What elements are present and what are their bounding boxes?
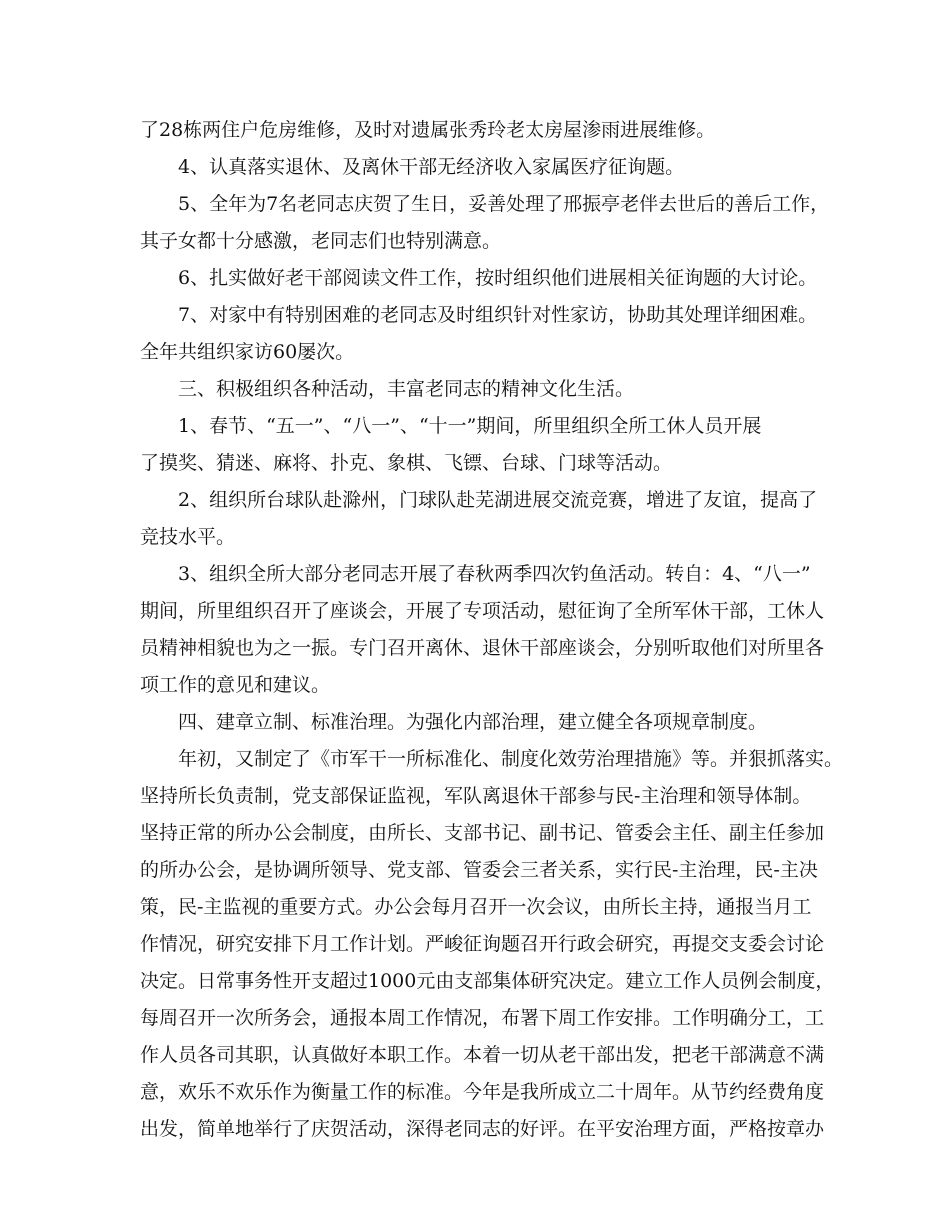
text-line: 决定。日常事务性开支超过1000元由支部集体研究决定。建立工作人员例会制度， <box>140 970 835 992</box>
text-line: 年初，又制定了《市军干一所标准化、制度化效劳治理措施》等。并狠抓落实。 <box>178 748 844 770</box>
text-line: 三、积极组织各种活动，丰富老同志的精神文化生活。 <box>178 378 635 400</box>
text-line: 其子女都十分感激，老同志们也特别满意。 <box>140 230 502 252</box>
text-line: 出发，简单地举行了庆贺活动，深得老同志的好评。在平安治理方面，严格按章办 <box>140 1118 825 1140</box>
text-line: 1、春节、“五一”、“八一”、“十一”期间，所里组织全所工休人员开展 <box>178 415 762 437</box>
text-line: 期间，所里组织召开了座谈会，开展了专项活动，慰征询了全所军休干部，工休人 <box>140 600 825 622</box>
text-line: 坚持正常的所办公会制度，由所长、支部书记、副书记、管委会主任、副主任参加 <box>140 822 825 844</box>
text-line: 每周召开一次所务会，通报本周工作情况，布署下周工作安排。工作明确分工，工 <box>140 1007 825 1029</box>
text-line: 策，民-主监视的重要方式。办公会每月召开一次会议，由所长主持，通报当月工 <box>140 896 812 918</box>
text-line: 项工作的意见和建议。 <box>140 674 331 696</box>
text-line: 了摸奖、猜迷、麻将、扑克、象棋、飞镖、台球、门球等活动。 <box>140 452 673 474</box>
text-line: 3、组织全所大部分老同志开展了春秋两季四次钓鱼活动。转自：4、“八一” <box>178 563 811 585</box>
text-line: 4、认真落实退休、及离休干部无经济收入家属医疗征询题。 <box>178 156 685 178</box>
text-line: 全年共组织家访60屡次。 <box>140 341 355 363</box>
text-line: 6、扎实做好老干部阅读文件工作，按时组织他们进展相关征询题的大讨论。 <box>178 267 818 289</box>
text-line: 作情况，研究安排下月工作计划。严峻征询题召开行政会研究，再提交支委会讨论 <box>140 933 825 955</box>
text-line: 坚持所长负责制，党支部保证监视，军队离退休干部参与民-主治理和领导体制。 <box>140 785 812 807</box>
text-line: 7、对家中有特别困难的老同志及时组织针对性家访，协助其处理详细困难。 <box>178 304 818 326</box>
text-line: 2、组织所台球队赴滁州，门球队赴芜湖进展交流竞赛，增进了友谊，提高了 <box>178 489 818 511</box>
text-line: 四、建章立制、标准治理。为强化内部治理，建立健全各项规章制度。 <box>178 711 768 733</box>
text-line: 5、全年为7名老同志庆贺了生日，妥善处理了邢振亭老伴去世后的善后工作， <box>178 193 830 215</box>
text-line: 员精神相貌也为之一振。专门召开离休、退休干部座谈会，分别听取他们对所里各 <box>140 637 825 659</box>
text-line: 的所办公会，是协调所领导、党支部、管委会三者关系，实行民-主治理，民-主决 <box>140 859 818 881</box>
text-line: 意，欢乐不欢乐作为衡量工作的标准。今年是我所成立二十周年。从节约经费角度 <box>140 1081 825 1103</box>
text-line: 竞技水平。 <box>140 526 236 548</box>
document-body <box>140 112 844 1148</box>
text-line: 作人员各司其职，认真做好本职工作。本着一切从老干部出发，把老干部满意不满 <box>140 1044 825 1066</box>
text-line: 了28栋两住户危房维修，及时对遗属张秀玲老太房屋渗雨进展维修。 <box>140 119 716 141</box>
